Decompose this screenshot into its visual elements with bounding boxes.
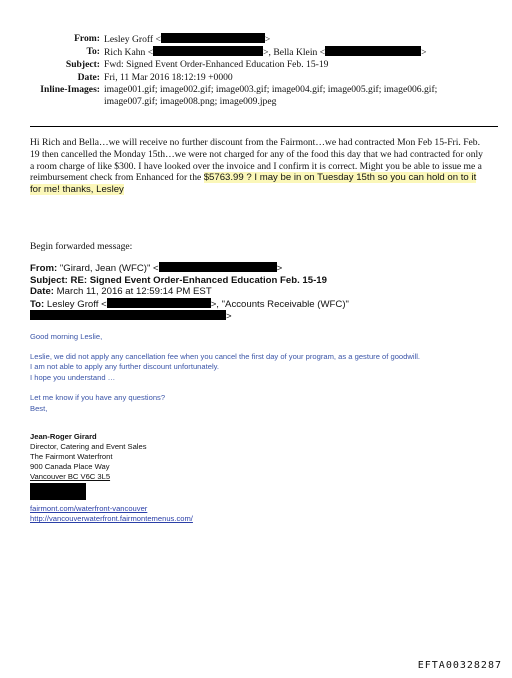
reply-email-body xyxy=(30,332,500,415)
header-divider xyxy=(30,126,498,127)
body-line-2: I am not able to apply any further discount unfortunately. xyxy=(30,362,219,372)
header-date-row xyxy=(0,72,512,84)
redaction-box xyxy=(30,310,226,320)
fwd-from-row: From: "Girard, Jean (WFC)" < > xyxy=(30,263,283,274)
signature-block xyxy=(30,432,330,502)
date-label: Date: xyxy=(77,71,100,83)
message-text: Hi Rich and Bella…we will receive no further discount from the Fairmont…we had contracted Mon Feb 15-Fri. Feb. 19 then cancelled the Monday 15th…we were not charged for any of the food this day that we had contracted for only a room charge of like $300. I have looked over the invoice and I confirm it is correct. Might you be able to issue me a reimbursement check from Enhanced for the xyxy=(30,137,483,184)
inline-images-value: image001.gif; image002.gif; image003.gif; image004.gif; image005.gif; image006.gif; image007.gif; image008.png; image009.jpeg xyxy=(104,83,438,108)
redaction-box xyxy=(159,262,277,272)
signature-company: The Fairmont Waterfront xyxy=(30,452,113,461)
header-subject-row xyxy=(0,59,512,71)
date-value: Fri, 11 Mar 2016 18:12:19 +0000 xyxy=(104,71,233,83)
closing: Best, xyxy=(30,403,48,413)
from-label: From: xyxy=(74,33,100,44)
signature-links xyxy=(30,504,193,524)
highlighted-text: $5763.99 ? I may be in on Tuesday 15th so you can hold on to it for me! thanks, Lesley xyxy=(30,172,477,196)
signature-address-2: Vancouver BC V6C 3L5 xyxy=(30,472,111,481)
body-line-4: Let me know if you have any questions? xyxy=(30,393,166,403)
subject-label: Subject: xyxy=(65,59,100,71)
signature-address-1: 900 Canada Place Way xyxy=(30,462,110,471)
fwd-to-row: To: Lesley Groff < >, "Accounts Receivable (WFC)" xyxy=(30,298,349,310)
body-line-3: I hope you understand … xyxy=(30,372,116,382)
redaction-box xyxy=(153,46,263,56)
to-label: To: xyxy=(86,46,100,58)
from-value: Lesley Groff < xyxy=(104,34,161,45)
fairmont-link[interactable]: fairmont.com/waterfront-vancouver xyxy=(30,504,148,513)
header-from-row: From: Lesley Groff < > xyxy=(0,33,512,46)
signature-title: Director, Catering and Event Sales xyxy=(30,442,147,451)
redaction-box xyxy=(30,483,86,500)
menus-link[interactable]: http://vancouverwaterfront.fairmontemenus.com/ xyxy=(30,514,193,524)
header-to-row: To: Rich Kahn < >, Bella Klein < > xyxy=(0,46,512,59)
redaction-box xyxy=(107,298,211,308)
header-inline-images-row xyxy=(0,84,512,108)
forwarded-header xyxy=(30,262,490,323)
redaction-box xyxy=(325,46,421,56)
forwarded-intro: Begin forwarded message: xyxy=(30,241,133,252)
email-header xyxy=(0,33,512,108)
inline-images-label: Inline-Images: xyxy=(40,83,100,95)
redaction-box xyxy=(161,33,265,43)
subject-value: Fwd: Signed Event Order-Enhanced Education Feb. 15-19 xyxy=(104,59,329,71)
fwd-date-row: Date: March 11, 2016 at 12:59:14 PM EST xyxy=(30,286,212,297)
fwd-subject-row: Subject: RE: Signed Event Order-Enhanced Education Feb. 15-19 xyxy=(30,274,327,286)
signature-name: Jean-Roger Girard xyxy=(30,432,97,441)
to-value: Rich Kahn < xyxy=(104,47,154,59)
fwd-to-cont-row: > xyxy=(30,310,490,323)
document-id: EFTA00328287 xyxy=(417,660,502,671)
body-line-1: Leslie, we did not apply any cancellation fee when you cancel the first day of your program, as a gesture of goodwill. xyxy=(30,351,421,361)
message-body xyxy=(30,137,486,196)
greeting: Good morning Leslie, xyxy=(30,332,103,341)
